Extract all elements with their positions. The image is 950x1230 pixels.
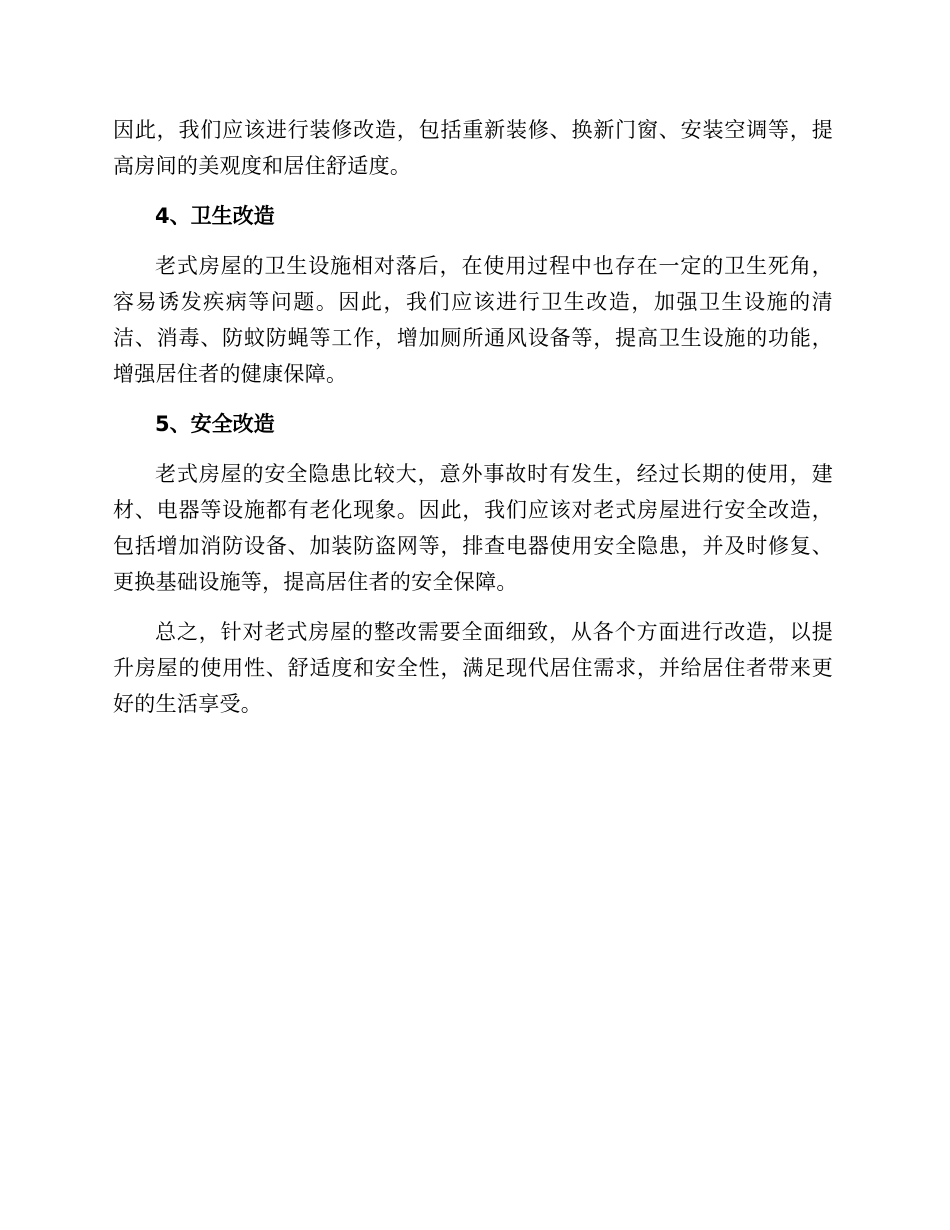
paragraph-summary: 总之，针对老式房屋的整改需要全面细致，从各个方面进行改造，以提升房屋的使用性、舒适度和安全性，满足现代居住需求，并给居住者带来更好的生活享受。	[113, 620, 833, 716]
paragraph-sanitation: 老式房屋的卫生设施相对落后，在使用过程中也存在一定的卫生死角，容易诱发疾病等问题。因此，我们应该进行卫生改造，加强卫生设施的清洁、消毒、防蚊防蝇等工作，增加厕所通风设备等，提高卫生设施的功能，增强居住者的健康保障。	[113, 254, 833, 386]
document-body	[113, 112, 833, 722]
section-heading-sanitation: 4、卫生改造	[155, 204, 275, 228]
paragraph-renovation-conclusion: 因此，我们应该进行装修改造，包括重新装修、换新门窗、安装空调等，提高房间的美观度和居住舒适度。	[113, 118, 833, 178]
paragraph-safety: 老式房屋的安全隐患比较大，意外事故时有发生，经过长期的使用，建材、电器等设施都有老化现象。因此，我们应该对老式房屋进行安全改造，包括增加消防设备、加装防盗网等，排查电器使用安全隐患，并及时修复、更换基础设施等，提高居住者的安全保障。	[113, 462, 833, 594]
section-heading-safety: 5、安全改造	[155, 412, 275, 436]
